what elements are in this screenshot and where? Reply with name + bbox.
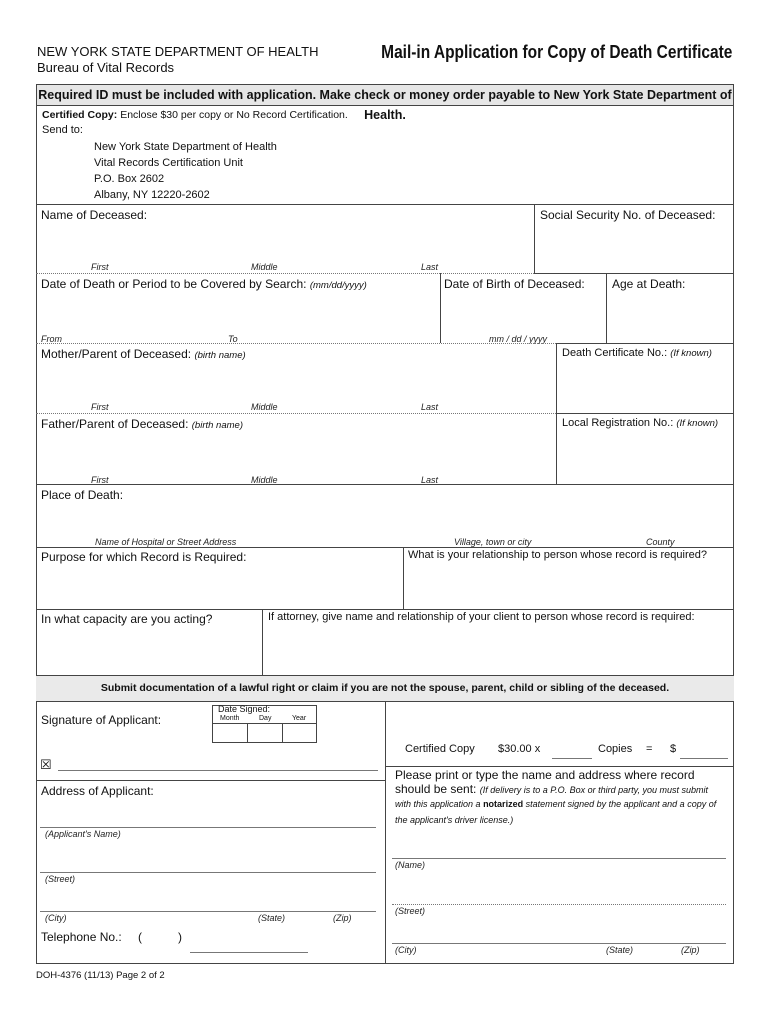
- mail-state-sublabel: (State): [606, 945, 634, 955]
- month-field[interactable]: [213, 724, 247, 742]
- mail-street-sublabel: (Street): [395, 906, 426, 916]
- date-signed-label: Date Signed:: [218, 704, 271, 714]
- ssn-field[interactable]: [535, 222, 733, 272]
- name-deceased-label: Name of Deceased:: [41, 208, 148, 222]
- mail-city-field[interactable]: [392, 921, 726, 943]
- copies-field[interactable]: [552, 742, 592, 758]
- applicant-street-sublabel: (Street): [45, 874, 76, 884]
- mailing-note-2c: statement signed by the applicant and a copy of: [523, 799, 717, 809]
- address-line: Albany, NY 12220-2602: [94, 189, 210, 201]
- if-known-hint: (If known): [670, 348, 712, 359]
- relationship-label: What is your relationship to person whose record is required?: [408, 549, 707, 561]
- mailing-line-2-text: should be sent:: [395, 782, 477, 796]
- mailing-note-2: [395, 799, 716, 809]
- death-cert-no-field[interactable]: [557, 362, 733, 410]
- notarized-text: notarized: [483, 799, 524, 809]
- applicant-zip-sublabel: (Zip): [333, 913, 352, 923]
- last-sublabel: Last: [421, 475, 439, 485]
- address-line: P.O. Box 2602: [94, 173, 165, 185]
- local-reg-text: Local Registration No.:: [562, 417, 674, 429]
- father-text: Father/Parent of Deceased:: [41, 417, 189, 431]
- date-of-death-field[interactable]: [37, 292, 439, 340]
- certified-copy-price-label: Certified Copy: [405, 743, 475, 755]
- agency-name: NEW YORK STATE DEPARTMENT OF HEALTH: [37, 44, 319, 59]
- address-line: New York State Department of Health: [94, 141, 277, 153]
- applicant-state-sublabel: (State): [258, 913, 286, 923]
- applicant-street-field[interactable]: [40, 851, 376, 872]
- mailing-note-1: (If delivery is to a P.O. Box or third party, you must submit: [479, 785, 709, 795]
- id-requirement-banner: Required ID must be included with application. Make check or money order payable to New York State Department of Health.: [36, 84, 734, 106]
- local-reg-field[interactable]: [557, 432, 733, 480]
- bureau-name: Bureau of Vital Records: [37, 60, 175, 75]
- form-footer: DOH-4376 (11/13) Page 2 of 2: [36, 970, 165, 981]
- send-to-label: Send to:: [42, 124, 83, 136]
- applicant-name-field[interactable]: [40, 806, 376, 827]
- ssn-label: Social Security No. of Deceased:: [540, 208, 716, 222]
- telephone-field[interactable]: [140, 930, 308, 952]
- certified-copy-label: Certified Copy:: [42, 109, 118, 121]
- date-of-death-label: [41, 277, 367, 291]
- village-sublabel: Village, town or city: [454, 537, 532, 547]
- hospital-sublabel: Name of Hospital or Street Address: [95, 537, 237, 547]
- applicant-name-sublabel: (Applicant's Name): [45, 829, 121, 839]
- date-of-death-text: Date of Death or Period to be Covered by Search:: [41, 277, 307, 291]
- mother-label: [41, 347, 246, 361]
- death-cert-no-label: [562, 347, 712, 359]
- copies-label: Copies: [598, 743, 633, 755]
- first-sublabel: First: [91, 402, 109, 412]
- age-field[interactable]: [607, 292, 733, 340]
- death-cert-no-text: Death Certificate No.:: [562, 347, 668, 359]
- age-label: Age at Death:: [612, 277, 686, 291]
- place-of-death-field[interactable]: [37, 503, 733, 537]
- applicant-city-field[interactable]: [40, 891, 376, 911]
- middle-sublabel: Middle: [251, 262, 278, 272]
- birth-name-hint: (birth name): [191, 420, 243, 431]
- mailing-instructions: [395, 768, 708, 797]
- mother-field[interactable]: [37, 362, 555, 410]
- year-field[interactable]: [283, 724, 316, 742]
- month-label: Month: [220, 715, 240, 722]
- mail-name-sublabel: (Name): [395, 860, 426, 870]
- to-sublabel: To: [228, 334, 238, 344]
- father-label: [41, 417, 243, 431]
- mailing-note-2a: with this application a: [395, 799, 484, 809]
- county-sublabel: County: [646, 537, 675, 547]
- dollar-label: $: [670, 743, 677, 755]
- mail-zip-sublabel: (Zip): [681, 945, 700, 955]
- relationship-field[interactable]: [404, 566, 733, 606]
- lawful-right-notice: Submit documentation of a lawful right or claim if you are not the spouse, parent, child or sibling of the deceased.: [36, 676, 734, 701]
- capacity-field[interactable]: [37, 630, 261, 674]
- last-sublabel: Last: [421, 402, 439, 412]
- if-known-hint: (If known): [676, 418, 719, 429]
- mailing-line-1: Please print or type the name and address where record: [395, 768, 695, 782]
- birth-name-hint: (birth name): [194, 350, 246, 361]
- first-sublabel: First: [91, 475, 109, 485]
- telephone-label: Telephone No.:: [41, 930, 122, 944]
- dob-format-sublabel: mm / dd / yyyy: [489, 334, 548, 344]
- purpose-label: Purpose for which Record is Required:: [41, 550, 247, 564]
- local-reg-label: [562, 417, 718, 429]
- agency-header: [37, 44, 318, 76]
- paren-open: (: [138, 930, 142, 944]
- place-of-death-label: Place of Death:: [41, 488, 124, 502]
- date-format-hint: (mm/dd/yyyy): [309, 280, 367, 291]
- total-field[interactable]: [680, 742, 728, 758]
- attorney-label: If attorney, give name and relationship of your client to person whose record is required:: [268, 611, 695, 623]
- dob-field[interactable]: [441, 292, 605, 340]
- day-field[interactable]: [248, 724, 282, 742]
- mailing-line-2: [395, 782, 708, 797]
- form-title: Mail-in Application for Copy of Death Certificate: [380, 42, 732, 62]
- father-field[interactable]: [37, 432, 555, 480]
- day-label: Day: [259, 715, 272, 722]
- address-line: Vital Records Certification Unit: [94, 157, 243, 169]
- capacity-label: In what capacity are you acting?: [41, 612, 213, 626]
- signature-x-icon: ☒: [40, 757, 52, 772]
- from-sublabel: From: [41, 334, 62, 344]
- purpose-field[interactable]: [37, 566, 402, 606]
- paren-close: ): [178, 930, 182, 944]
- certified-copy-block: [42, 108, 348, 122]
- applicant-city-sublabel: (City): [45, 913, 67, 923]
- signature-label: Signature of Applicant:: [41, 713, 162, 727]
- certified-copy-text: Enclose $30 per copy or No Record Certification.: [120, 109, 348, 121]
- middle-sublabel: Middle: [251, 475, 278, 485]
- name-deceased-field[interactable]: [37, 222, 533, 272]
- dob-label: Date of Birth of Deceased:: [444, 277, 585, 291]
- year-label: Year: [292, 715, 307, 722]
- attorney-field[interactable]: [263, 630, 733, 674]
- address-applicant-label: Address of Applicant:: [41, 784, 154, 798]
- last-sublabel: Last: [421, 262, 439, 272]
- equals-label: =: [646, 743, 653, 755]
- price-label: $30.00 x: [498, 743, 541, 755]
- mailing-note-3: the applicant's driver license.): [395, 815, 514, 825]
- signature-field[interactable]: [58, 748, 378, 770]
- mailing-address: [94, 139, 277, 203]
- first-sublabel: First: [91, 262, 109, 272]
- mail-city-sublabel: (City): [395, 945, 417, 955]
- mother-text: Mother/Parent of Deceased:: [41, 347, 192, 361]
- mail-name-field[interactable]: [392, 836, 726, 858]
- mail-street-field[interactable]: [392, 882, 726, 904]
- middle-sublabel: Middle: [251, 402, 278, 412]
